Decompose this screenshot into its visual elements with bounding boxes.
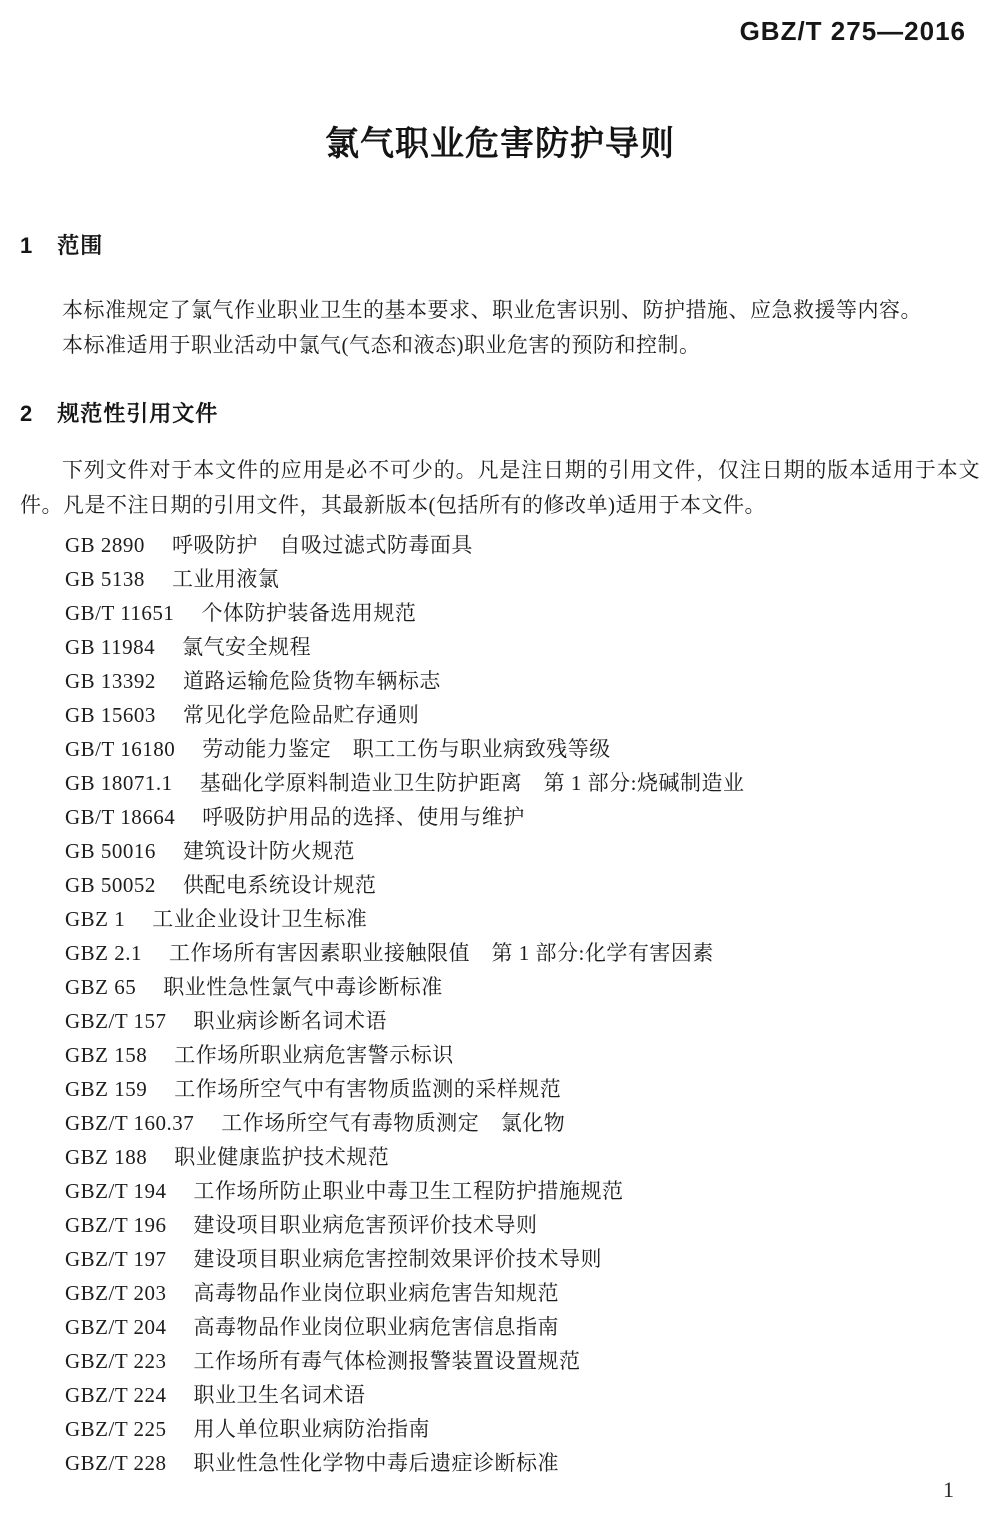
reference-code: GBZ/T 228 <box>65 1451 167 1475</box>
reference-item <box>20 1344 980 1378</box>
reference-title: 基础化学原料制造业卫生防护距离 第 1 部分:烧碱制造业 <box>199 771 745 795</box>
paragraph: 下列文件对于本文件的应用是必不可少的。凡是注日期的引用文件，仅注日期的版本适用于本文件。凡是不注日期的引用文件，其最新版本(包括所有的修改单)适用于本文件。 <box>20 458 980 517</box>
reference-title: 高毒物品作业岗位职业病危害信息指南 <box>193 1315 560 1339</box>
reference-item <box>20 1242 980 1276</box>
reference-code: GB 50016 <box>65 839 156 863</box>
section-2-body <box>20 453 980 523</box>
reference-code: GBZ 159 <box>65 1077 148 1101</box>
reference-item <box>20 834 980 868</box>
reference-item <box>20 630 980 664</box>
reference-item <box>20 528 980 562</box>
reference-item <box>20 1378 980 1412</box>
reference-item <box>20 1446 980 1480</box>
reference-code: GBZ/T 197 <box>65 1247 167 1271</box>
reference-code: GBZ/T 223 <box>65 1349 167 1373</box>
paragraph: 本标准适用于职业活动中氯气(气态和液态)职业危害的预防和控制。 <box>62 333 701 357</box>
section-2-title: 规范性引用文件 <box>57 401 219 426</box>
reference-title: 劳动能力鉴定 职工工伤与职业病致残等级 <box>202 737 611 761</box>
reference-title: 个体防护装备选用规范 <box>201 601 417 625</box>
reference-code: GBZ 65 <box>65 975 137 999</box>
reference-title: 工作场所职业病危害警示标识 <box>174 1043 454 1067</box>
reference-item <box>20 1038 980 1072</box>
reference-item <box>20 1276 980 1310</box>
reference-item <box>20 732 980 766</box>
reference-title: 氯气安全规程 <box>182 635 312 659</box>
reference-code: GB/T 16180 <box>65 737 176 761</box>
reference-title: 工作场所防止职业中毒卫生工程防护措施规范 <box>193 1179 624 1203</box>
reference-title: 职业健康监护技术规范 <box>174 1145 390 1169</box>
reference-item <box>20 970 980 1004</box>
reference-code: GBZ 158 <box>65 1043 148 1067</box>
reference-item <box>20 1310 980 1344</box>
reference-title: 建设项目职业病危害预评价技术导则 <box>193 1213 538 1237</box>
references-list <box>20 528 980 1480</box>
reference-item <box>20 1004 980 1038</box>
reference-title: 职业性急性化学物中毒后遗症诊断标准 <box>193 1451 560 1475</box>
reference-title: 工业用液氯 <box>171 567 280 591</box>
reference-title: 常见化学危险品贮存通则 <box>182 703 420 727</box>
reference-code: GB 2890 <box>65 533 145 557</box>
reference-code: GBZ/T 225 <box>65 1417 167 1441</box>
reference-code: GBZ/T 203 <box>65 1281 167 1305</box>
reference-code: GB 13392 <box>65 669 156 693</box>
section-1-number: 1 <box>20 233 34 258</box>
document-title: 氯气职业危害防护导则 <box>325 125 675 163</box>
reference-item <box>20 698 980 732</box>
reference-title: 职业性急性氯气中毒诊断标准 <box>163 975 443 999</box>
reference-title: 呼吸防护 自吸过滤式防毒面具 <box>171 533 473 557</box>
reference-item <box>20 1208 980 1242</box>
section-1-title: 范围 <box>57 233 104 258</box>
reference-item <box>20 1140 980 1174</box>
reference-code: GB 15603 <box>65 703 156 727</box>
section-1-body <box>20 293 980 363</box>
reference-code: GBZ/T 196 <box>65 1213 167 1237</box>
page-number: 1 <box>943 1477 954 1502</box>
reference-code: GBZ 1 <box>65 907 126 931</box>
reference-title: 道路运输危险货物车辆标志 <box>182 669 441 693</box>
reference-code: GB/T 18664 <box>65 805 176 829</box>
reference-item <box>20 868 980 902</box>
reference-item <box>20 936 980 970</box>
reference-item <box>20 766 980 800</box>
reference-code: GB 11984 <box>65 635 156 659</box>
reference-title: 工作场所空气中有害物质监测的采样规范 <box>174 1077 562 1101</box>
reference-code: GBZ/T 160.37 <box>65 1111 195 1135</box>
reference-code: GB/T 11651 <box>65 601 175 625</box>
reference-title: 用人单位职业病防治指南 <box>193 1417 431 1441</box>
paragraph: 本标准规定了氯气作业职业卫生的基本要求、职业危害识别、防护措施、应急救援等内容。 <box>62 298 922 322</box>
reference-title: 供配电系统设计规范 <box>182 873 377 897</box>
reference-title: 呼吸防护用品的选择、使用与维护 <box>202 805 525 829</box>
reference-item <box>20 1106 980 1140</box>
reference-code: GBZ 188 <box>65 1145 148 1169</box>
reference-code: GBZ/T 224 <box>65 1383 167 1407</box>
reference-title: 工业企业设计卫生标准 <box>152 907 368 931</box>
reference-title: 工作场所有害因素职业接触限值 第 1 部分:化学有害因素 <box>169 941 714 965</box>
standard-code: GBZ/T 275—2016 <box>739 16 966 46</box>
section-2-number: 2 <box>20 401 34 426</box>
section-1-heading <box>20 233 980 259</box>
reference-title: 工作场所有毒气体检测报警装置设置规范 <box>193 1349 581 1373</box>
reference-code: GBZ/T 204 <box>65 1315 167 1339</box>
reference-item <box>20 1072 980 1106</box>
reference-title: 高毒物品作业岗位职业病危害告知规范 <box>193 1281 560 1305</box>
section-2-heading <box>20 401 980 427</box>
reference-code: GBZ 2.1 <box>65 941 142 965</box>
reference-code: GB 18071.1 <box>65 771 173 795</box>
reference-item <box>20 664 980 698</box>
reference-code: GB 50052 <box>65 873 156 897</box>
reference-code: GBZ/T 157 <box>65 1009 167 1033</box>
reference-item <box>20 902 980 936</box>
reference-title: 建筑设计防火规范 <box>182 839 355 863</box>
reference-title: 工作场所空气有毒物质测定 氯化物 <box>221 1111 566 1135</box>
reference-title: 建设项目职业病危害控制效果评价技术导则 <box>193 1247 603 1271</box>
reference-item <box>20 1412 980 1446</box>
reference-item <box>20 596 980 630</box>
reference-title: 职业卫生名词术语 <box>193 1383 366 1407</box>
reference-code: GBZ/T 194 <box>65 1179 167 1203</box>
reference-item <box>20 1174 980 1208</box>
reference-title: 职业病诊断名词术语 <box>193 1009 388 1033</box>
reference-code: GB 5138 <box>65 567 145 591</box>
reference-item <box>20 562 980 596</box>
reference-item <box>20 800 980 834</box>
